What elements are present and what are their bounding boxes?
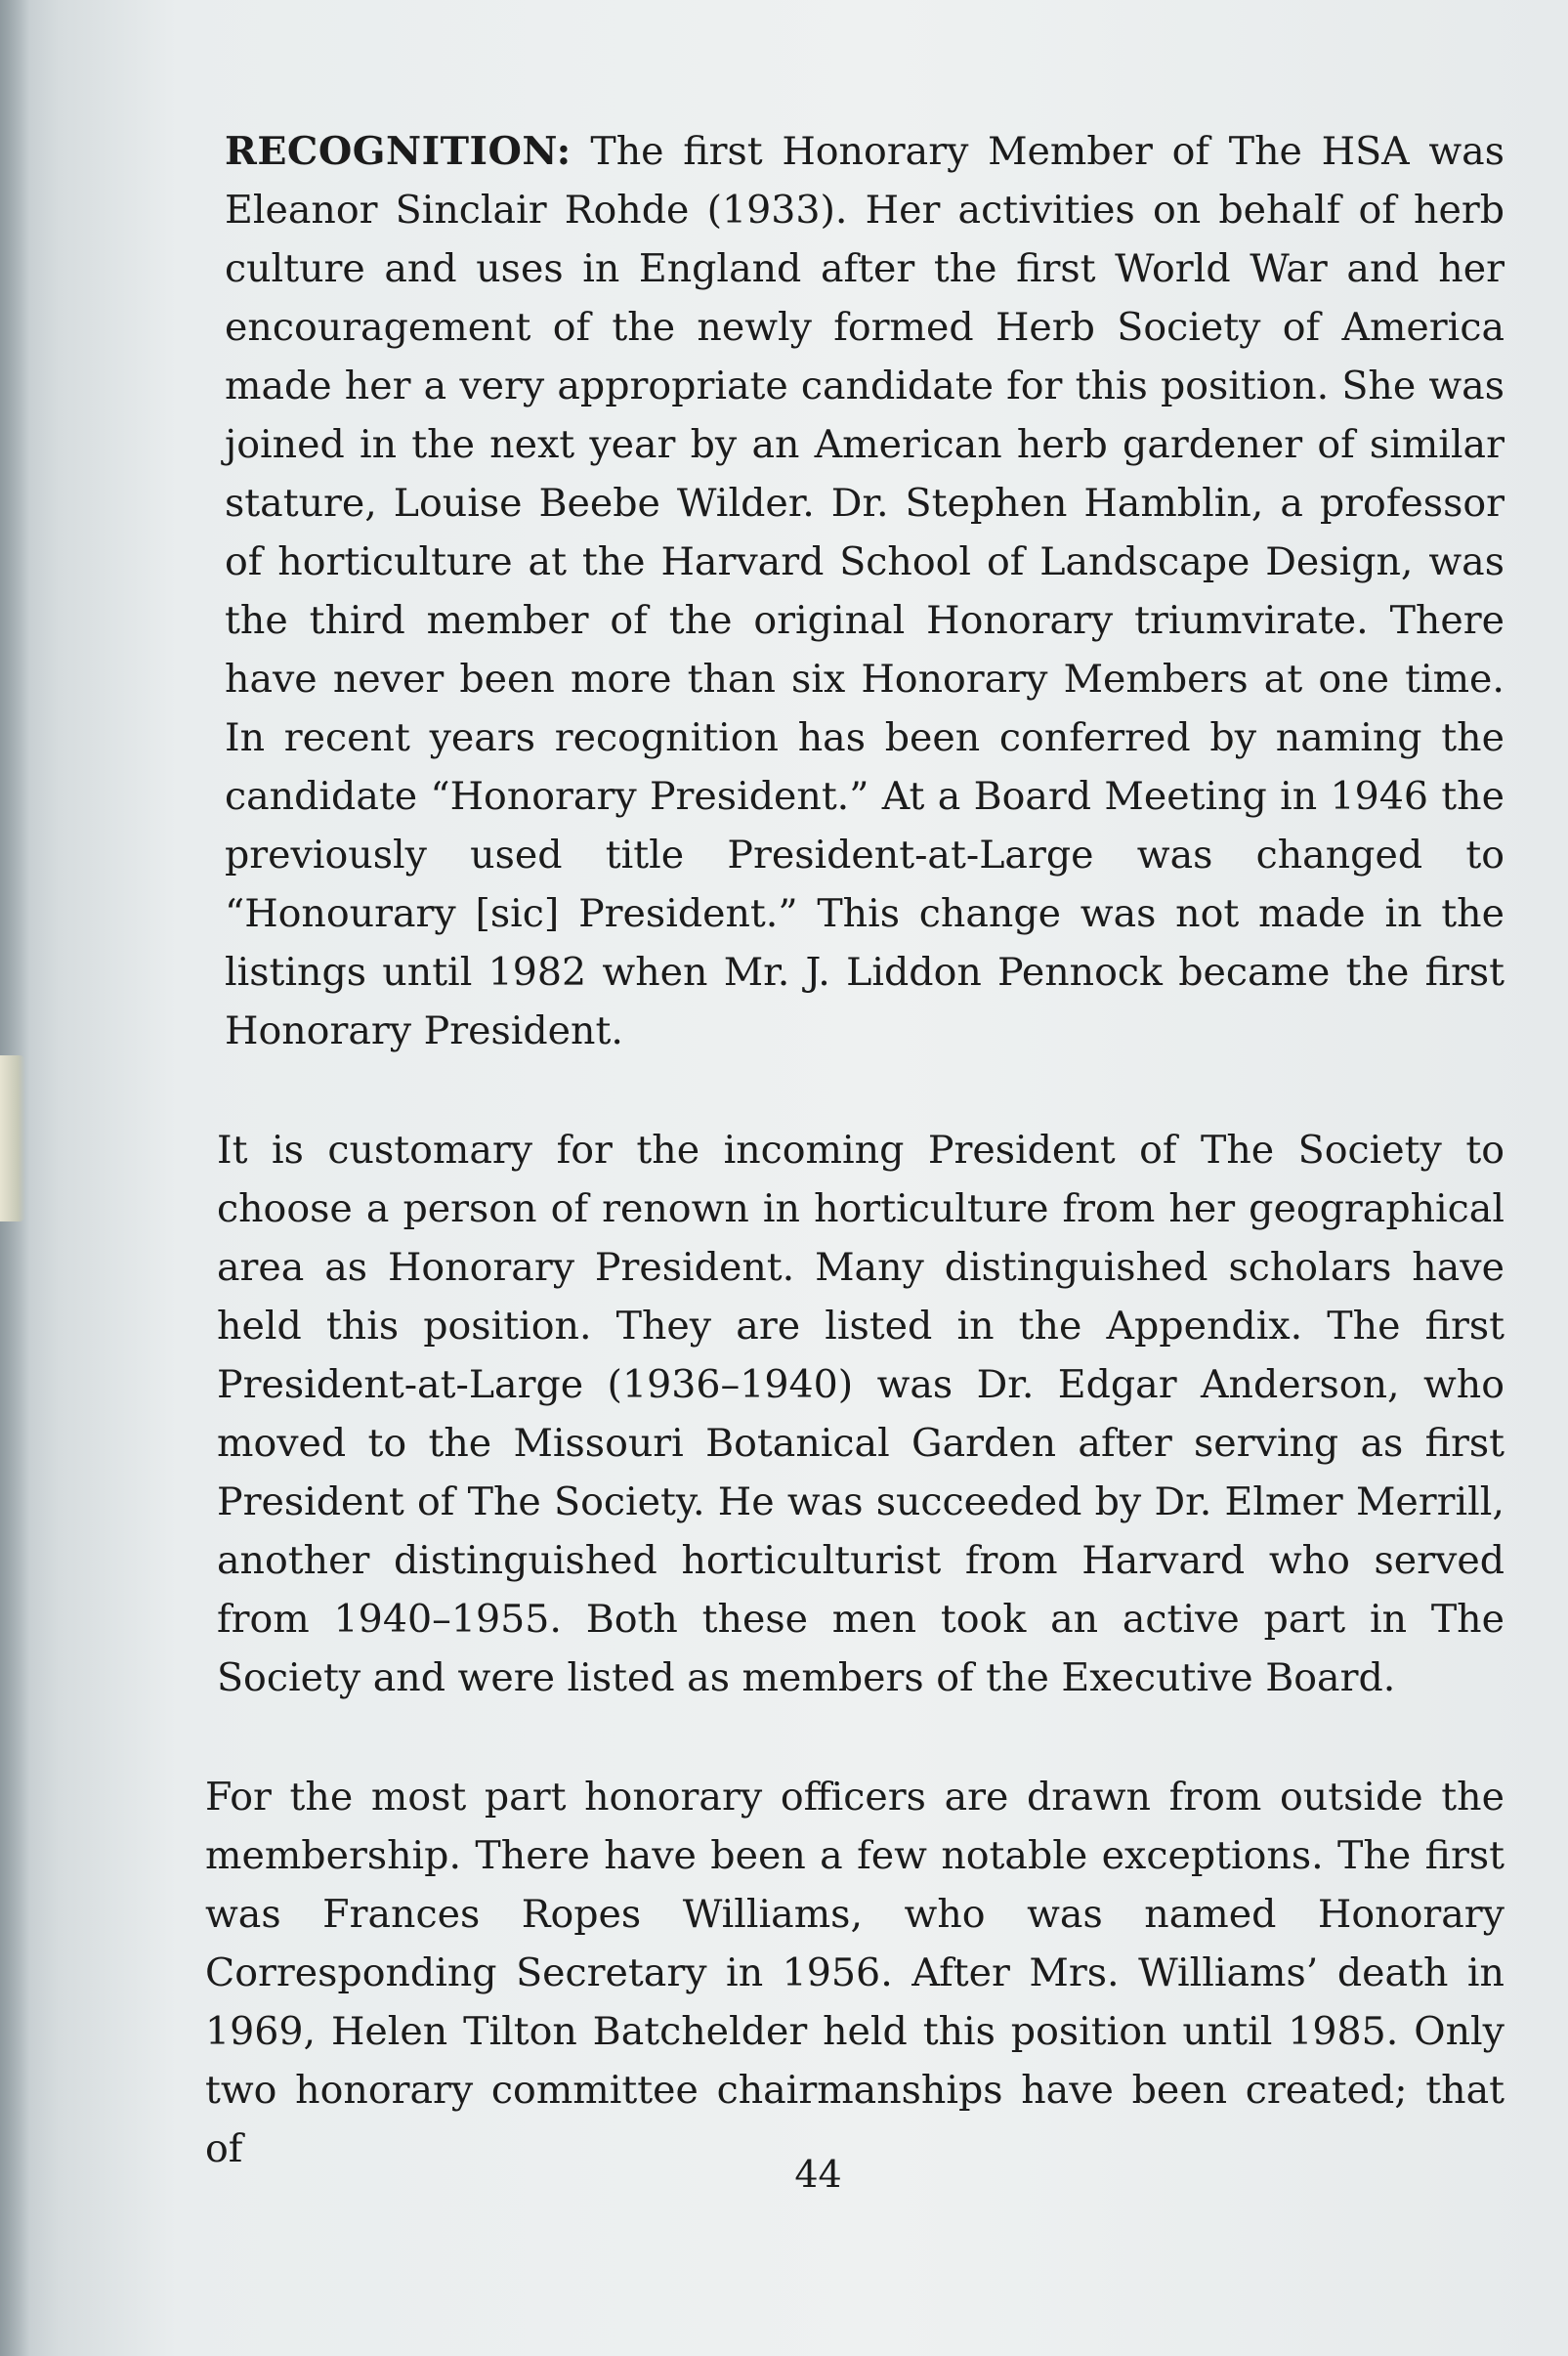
paragraph-honorary-officers: [205, 1768, 1504, 2178]
paragraph-text: For the most part honorary officers are drawn from outside the membership. There have been a few notable exceptions. The first was Frances Ropes Williams, who was named Honorary Corresponding Secretary in 1956. After Mrs. Williams’ death in 1969, Helen Tilton Batchelder held this position until 1985. Only two honorary committee chairmanships have been created; that of: [205, 1775, 1504, 2171]
paragraph-text: It is customary for the incoming President of The Society to choose a person of renown in horticulture from her geographical area as Honorary President. Many distinguished scholars have held this position. They are listed in the Appendix. The first President-at-Large (1936–1940) was Dr. Edgar Anderson, who moved to the Missouri Botanical Garden after serving as first President of The Society. He was succeeded by Dr. Elmer Merrill, another distinguished horticulturist from Harvard who served from 1940–1955. Both these men took an active part in The Society and were listed as members of the Executive Board.: [217, 1128, 1504, 1700]
body-text: [205, 122, 1504, 2239]
paragraph-customary: [205, 1121, 1504, 1707]
page-number: 44: [794, 2153, 842, 2196]
section-label: RECOGNITION:: [225, 129, 572, 174]
paragraph-recognition: [205, 122, 1504, 1060]
page-tab-marker: [0, 1055, 25, 1221]
paragraph-text: The first Honorary Member of The HSA was Eleanor Sinclair Rohde (1933). Her activities on behalf of herb culture and uses in England after the first World War and her encouragement of the newly formed Herb Society of America made her a very appropriate candidate for this position. She was joined in the next year by an American herb gardener of similar stature, Louise Beebe Wilder. Dr. Stephen Hamblin, a professor of horticulture at the Harvard School of Landscape Design, was the third member of the original Honorary triumvirate. There have never been more than six Honorary Members at one time. In recent years recognition has been conferred by naming the candidate “Honorary President.” At a Board Meeting in 1946 the previously used title President-at-Large was changed to “Honourary [sic] President.” This change was not made in the listings until 1982 when Mr. J. Liddon Pennock became the first Honorary President.: [225, 129, 1504, 1053]
